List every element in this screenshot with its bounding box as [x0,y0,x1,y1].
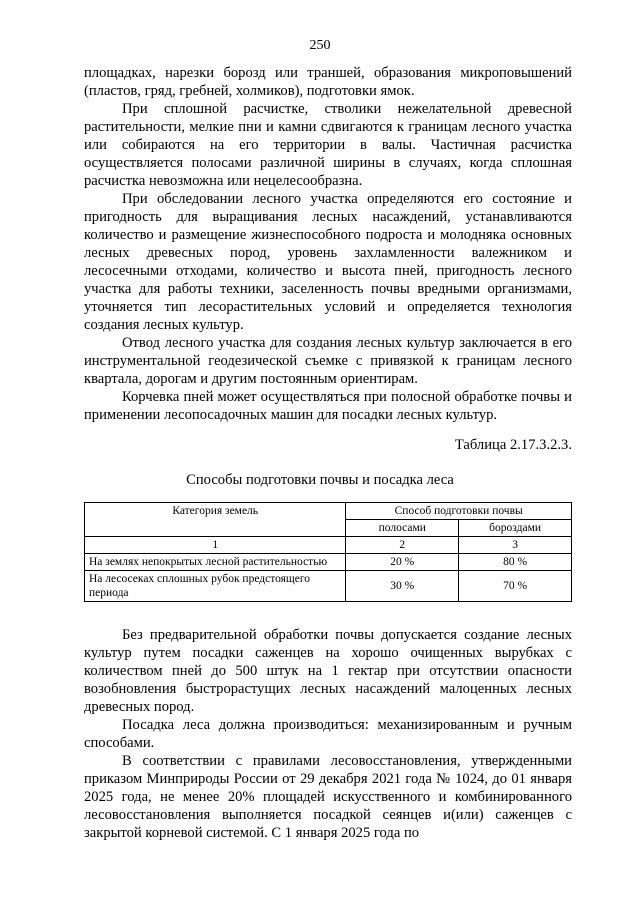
paragraph: площадках, нарезки борозд или траншей, образования микроповышений (пластов, гряд, гребней, холмиков), подготовки ямок. [84,65,572,99]
subheader-strips: полосами [346,520,459,537]
paragraph: Корчевка пней может осуществляться при полосной обработке почвы и применении лесопосадочных машин для посадки лесных культур. [84,389,572,423]
header-category: Категория земель [85,503,346,537]
table-title: Способы подготовки почвы и посадка леса [186,472,454,488]
paragraph: Посадка леса должна производиться: механизированным и ручным способами. [84,717,572,751]
paragraph: В соответствии с правилами лесовосстановления, утвержденными приказом Минприроды России от 29 декабря 2021 года № 1024, до 01 января 2025 года, не менее 20% площадей искусственного и комбинированного лесовосстановления выполняется посадкой сеянцев и(или) саженцев с закрытой корневой системой. С 1 января 2025 года по [84,753,572,841]
page-number: 250 [309,38,331,53]
table-number-row [85,537,572,554]
subheader-furrows: бороздами [459,520,572,537]
table-row [85,554,572,571]
cell-furrows: 80 % [459,554,572,571]
paragraph: Без предварительной обработки почвы допускается создание лесных культур путем посадки саженцев на хорошо очищенных вырубках с количеством пней до 500 штук на 1 гектар при отсутствии опасности возобновления быстрорастущих лесных насаждений малоценных лесных древесных пород. [84,627,572,715]
table-header-row [85,503,572,520]
cell-furrows: 70 % [459,571,572,602]
paragraph: При обследовании лесного участка определяются его состояние и пригодность для выращивания лесных насаждений, устанавливаются количество и размещение жизнеспособного подроста и молодняка основных лесных древесных пород, уровень захламленности валежником и лесосечными отходами, количество и высота пней, пригодность лесного участка для работы техники, заселенность почвы вредными организмами, уточняется тип лесорастительных условий и определяется технология создания лесных культур. [84,191,572,333]
cell-category: На землях непокрытых лесной растительностью [85,554,346,571]
soil-preparation-table [84,502,572,602]
cell-strips: 30 % [346,571,459,602]
col-number: 3 [459,537,572,554]
col-number: 1 [85,537,346,554]
body-text-top [84,64,572,424]
table-row [85,571,572,602]
paragraph: Отвод лесного участка для создания лесных культур заключается в его инструментальной геодезической съемке с привязкой к границам лесного квартала, дорогам и другим постоянным ориентирам. [84,335,572,387]
cell-category: На лесосеках сплошных рубок предстоящего периода [85,571,346,602]
cell-strips: 20 % [346,554,459,571]
header-method: Способ подготовки почвы [346,503,572,520]
table-number: Таблица 2.17.3.2.3. [454,437,572,453]
body-text-bottom [84,626,572,842]
paragraph: При сплошной расчистке, стволики нежелательной древесной растительности, мелкие пни и камни сдвигаются к границам лесного участка или собираются на его территории в валы. Частичная расчистка осуществляется полосами различной ширины в случаях, когда сплошная расчистка невозможна или нецелесообразна. [84,101,572,189]
col-number: 2 [346,537,459,554]
